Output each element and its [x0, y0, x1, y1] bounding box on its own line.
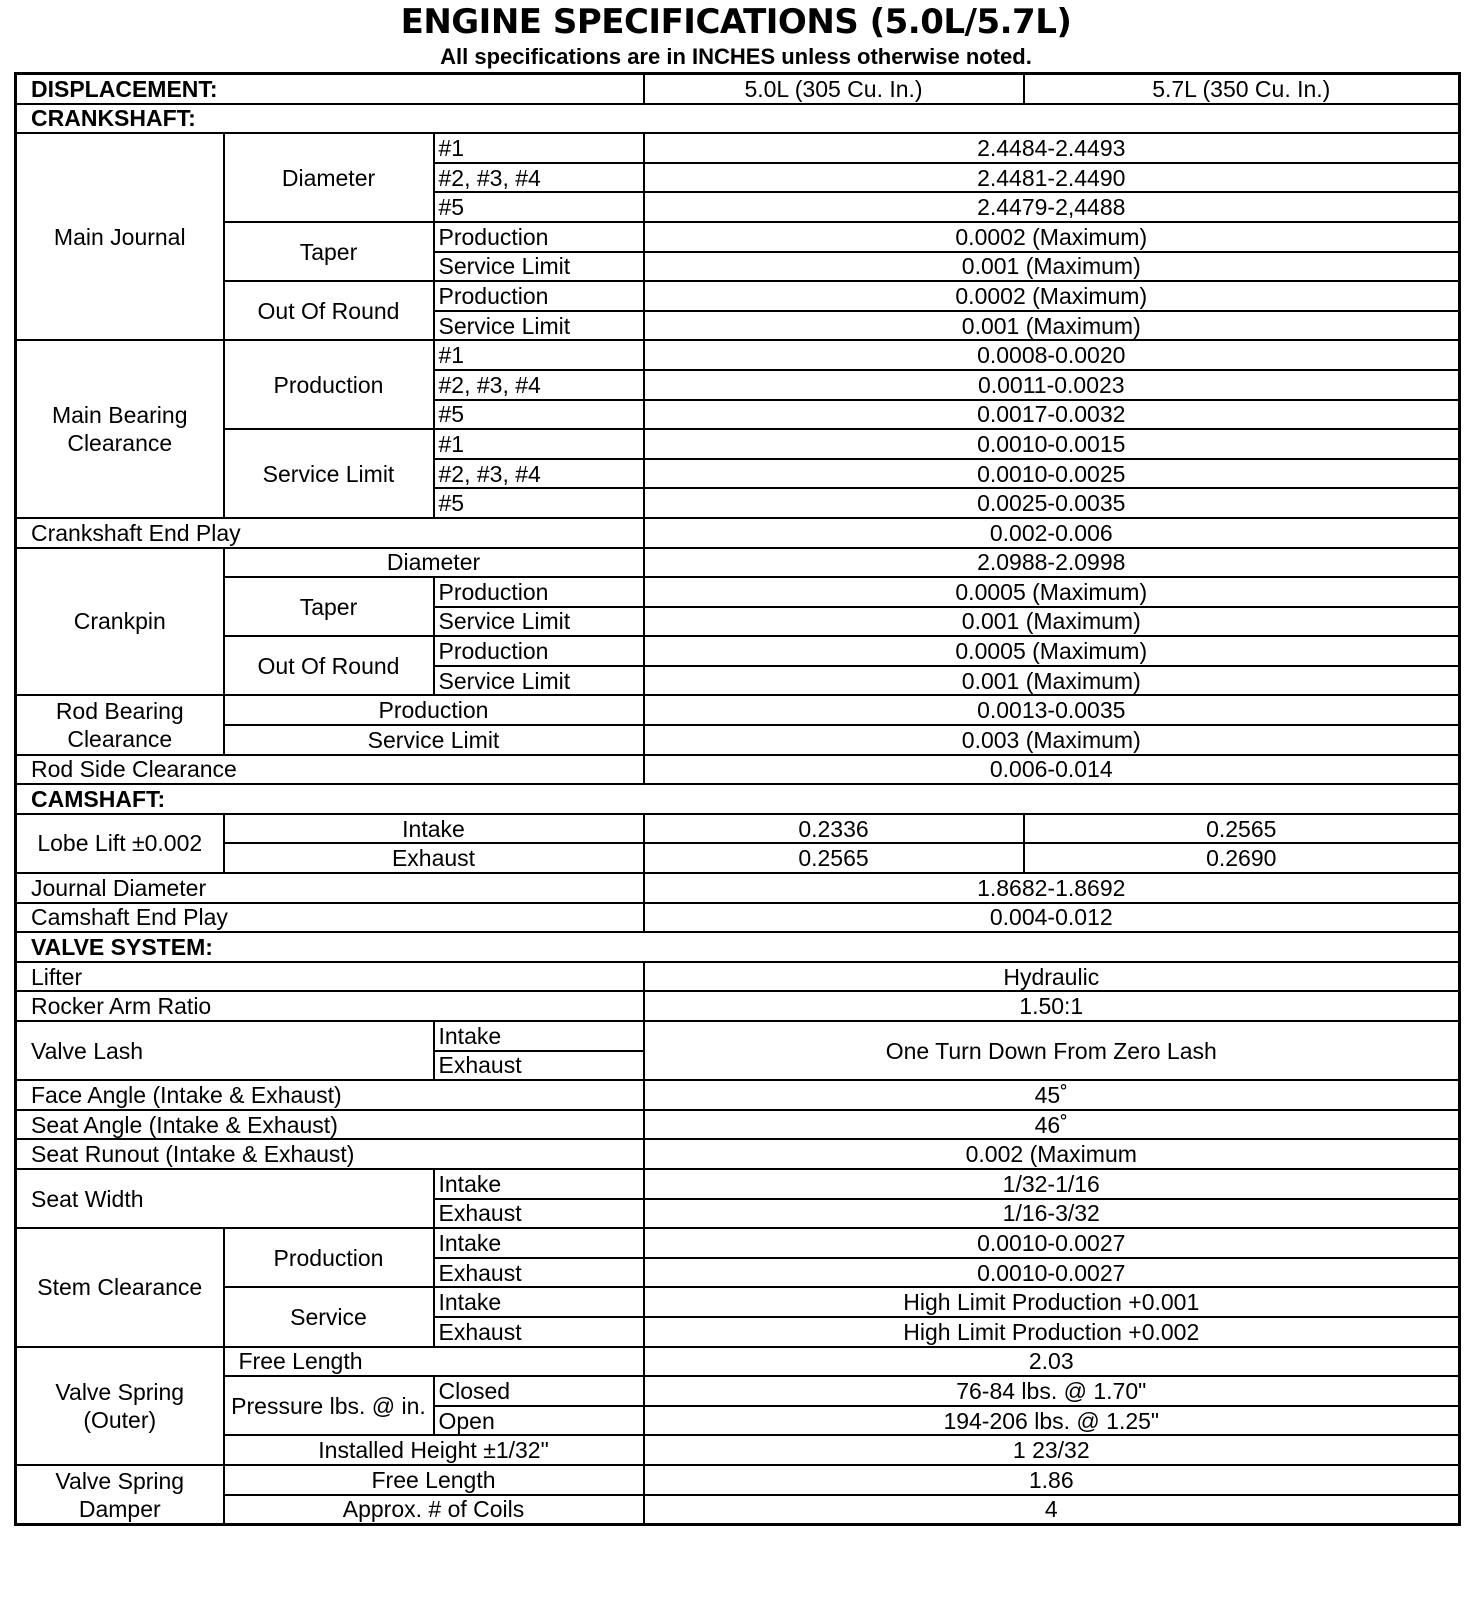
- table-row: [16, 903, 1460, 933]
- sub-label: Intake: [434, 1287, 644, 1317]
- spec-value-57l: 0.2565: [1024, 814, 1460, 844]
- sub-label: Exhaust: [434, 1258, 644, 1288]
- main-journal-label: Main Journal: [16, 133, 224, 340]
- section-valve-system: VALVE SYSTEM:: [16, 932, 1460, 962]
- table-row: [16, 1169, 1460, 1199]
- rocker-arm-ratio-label: Rocker Arm Ratio: [16, 991, 644, 1021]
- spec-value: 0.0002 (Maximum): [644, 281, 1460, 311]
- table-row: [16, 518, 1460, 548]
- valve-lash-label: Valve Lash: [16, 1021, 434, 1080]
- spec-value: Hydraulic: [644, 962, 1460, 992]
- spec-value-50l: 0.2565: [644, 843, 1024, 873]
- spec-value: 2.4479-2,4488: [644, 192, 1460, 222]
- spec-value: 0.0008-0.0020: [644, 340, 1460, 370]
- spec-value: 0.006-0.014: [644, 755, 1460, 785]
- seat-runout-label: Seat Runout (Intake & Exhaust): [16, 1139, 644, 1169]
- crankpin-label: Crankpin: [16, 548, 224, 696]
- spec-value: 2.0988-2.0998: [644, 548, 1460, 578]
- spec-value-57l: 0.2690: [1024, 843, 1460, 873]
- main-bearing-svc-label: Service Limit: [224, 429, 434, 518]
- crankpin-diameter-label: Diameter: [224, 548, 644, 578]
- spec-value: 0.0005 (Maximum): [644, 577, 1460, 607]
- table-row: [16, 577, 1460, 607]
- journal-diameter-label: Journal Diameter: [16, 873, 644, 903]
- table-row: [16, 104, 1460, 134]
- sub-label: Exhaust: [434, 1199, 644, 1229]
- sub-label: Intake: [434, 1021, 644, 1051]
- table-row: [16, 843, 1460, 873]
- face-angle-label: Face Angle (Intake & Exhaust): [16, 1080, 644, 1110]
- sub-label: Approx. # of Coils: [224, 1495, 644, 1525]
- spec-value: 0.001 (Maximum): [644, 252, 1460, 282]
- seat-angle-label: Seat Angle (Intake & Exhaust): [16, 1110, 644, 1140]
- spec-value: 1/16-3/32: [644, 1199, 1460, 1229]
- displacement-50l: 5.0L (305 Cu. In.): [644, 74, 1024, 104]
- table-row: [16, 1465, 1460, 1495]
- spec-value: 0.0017-0.0032: [644, 400, 1460, 430]
- spec-value: 1.86: [644, 1465, 1460, 1495]
- spec-value: 0.0011-0.0023: [644, 370, 1460, 400]
- sub-label: Free Length: [224, 1465, 644, 1495]
- spec-value: 194-206 lbs. @ 1.25": [644, 1406, 1460, 1436]
- spec-value: 4: [644, 1495, 1460, 1525]
- sub-label: Closed: [434, 1376, 644, 1406]
- sub-label: Exhaust: [434, 1317, 644, 1347]
- crankpin-taper-label: Taper: [224, 577, 434, 636]
- table-row: [16, 548, 1460, 578]
- spec-value: 0.0010-0.0025: [644, 459, 1460, 489]
- lobe-lift-label: Lobe Lift ±0.002: [16, 814, 224, 873]
- main-journal-oor-label: Out Of Round: [224, 281, 434, 340]
- table-row: [16, 636, 1460, 666]
- table-row: [16, 1080, 1460, 1110]
- sub-label: Open: [434, 1406, 644, 1436]
- spec-value: 2.4481-2.4490: [644, 163, 1460, 193]
- table-row: [16, 1139, 1460, 1169]
- main-journal-taper-label: Taper: [224, 222, 434, 281]
- displacement-label: DISPLACEMENT:: [16, 74, 644, 104]
- spec-value: 1.50:1: [644, 991, 1460, 1021]
- sub-label: #5: [434, 488, 644, 518]
- valve-spring-damper-label: Valve Spring Damper: [16, 1465, 224, 1525]
- spec-value: 0.0010-0.0027: [644, 1258, 1460, 1288]
- table-row: [16, 962, 1460, 992]
- spec-value: 2.4484-2.4493: [644, 133, 1460, 163]
- main-journal-diameter-label: Diameter: [224, 133, 434, 222]
- section-camshaft: CAMSHAFT:: [16, 784, 1460, 814]
- section-crankshaft: CRANKSHAFT:: [16, 104, 1460, 134]
- table-row: [16, 1110, 1460, 1140]
- table-row: [16, 281, 1460, 311]
- spec-value: High Limit Production +0.002: [644, 1317, 1460, 1347]
- spec-value: 0.0002 (Maximum): [644, 222, 1460, 252]
- stem-prod-label: Production: [224, 1228, 434, 1287]
- spec-value: 1.8682-1.8692: [644, 873, 1460, 903]
- stem-svc-label: Service: [224, 1287, 434, 1346]
- crankpin-oor-label: Out Of Round: [224, 636, 434, 695]
- seat-width-label: Seat Width: [16, 1169, 434, 1228]
- camshaft-end-play-label: Camshaft End Play: [16, 903, 644, 933]
- sub-label: Service Limit: [434, 607, 644, 637]
- table-row: [16, 340, 1460, 370]
- table-row: [16, 725, 1460, 755]
- spec-value: 0.0025-0.0035: [644, 488, 1460, 518]
- spec-value: 0.004-0.012: [644, 903, 1460, 933]
- spec-value-50l: 0.2336: [644, 814, 1024, 844]
- sub-label: #1: [434, 133, 644, 163]
- lifter-label: Lifter: [16, 962, 644, 992]
- main-bearing-prod-label: Production: [224, 340, 434, 429]
- table-row: [16, 873, 1460, 903]
- sub-label: Service Limit: [434, 311, 644, 341]
- table-row: [16, 784, 1460, 814]
- sub-label: Intake: [434, 1228, 644, 1258]
- page-title: ENGINE SPECIFICATIONS (5.0L/5.7L): [400, 2, 1072, 42]
- sub-label: Intake: [434, 1169, 644, 1199]
- sub-label: Exhaust: [224, 843, 644, 873]
- crankshaft-end-play-label: Crankshaft End Play: [16, 518, 644, 548]
- table-row: [16, 222, 1460, 252]
- table-row: [16, 695, 1460, 725]
- table-row: [16, 814, 1460, 844]
- table-row: [16, 1228, 1460, 1258]
- sub-label: #1: [434, 340, 644, 370]
- sub-label: Intake: [224, 814, 644, 844]
- table-row: [16, 1347, 1460, 1377]
- table-row: [16, 1021, 1460, 1051]
- spec-value: 0.002-0.006: [644, 518, 1460, 548]
- spec-value: 76-84 lbs. @ 1.70": [644, 1376, 1460, 1406]
- sub-label: #2, #3, #4: [434, 163, 644, 193]
- spring-pressure-label: Pressure lbs. @ in.: [224, 1376, 434, 1435]
- spec-value: 0.0013-0.0035: [644, 695, 1460, 725]
- spec-value: 1 23/32: [644, 1435, 1460, 1465]
- table-row: [16, 755, 1460, 785]
- table-row: [16, 1376, 1460, 1406]
- sub-label: Production: [434, 281, 644, 311]
- rod-side-clearance-label: Rod Side Clearance: [16, 755, 644, 785]
- spec-value: 0.001 (Maximum): [644, 666, 1460, 696]
- spec-value: 0.0010-0.0015: [644, 429, 1460, 459]
- table-row: [16, 429, 1460, 459]
- spec-value: 0.001 (Maximum): [644, 607, 1460, 637]
- table-row: [16, 1495, 1460, 1525]
- sub-label: Production: [224, 695, 644, 725]
- spec-value: High Limit Production +0.001: [644, 1287, 1460, 1317]
- stem-clearance-label: Stem Clearance: [16, 1228, 224, 1346]
- sub-label: Production: [434, 636, 644, 666]
- sub-label: #5: [434, 192, 644, 222]
- spec-value: 0.0010-0.0027: [644, 1228, 1460, 1258]
- sub-label: Free Length: [224, 1347, 644, 1377]
- spec-value: 0.0005 (Maximum): [644, 636, 1460, 666]
- spec-value: 1/32-1/16: [644, 1169, 1460, 1199]
- spec-value: 45˚: [644, 1080, 1460, 1110]
- main-bearing-label: Main Bearing Clearance: [16, 340, 224, 518]
- sub-label: Production: [434, 222, 644, 252]
- rod-bearing-label: Rod Bearing Clearance: [16, 695, 224, 754]
- page-subtitle: All specifications are in INCHES unless otherwise noted.: [440, 44, 1032, 69]
- table-row: [16, 133, 1460, 163]
- sub-label: Production: [434, 577, 644, 607]
- table-row: [16, 1287, 1460, 1317]
- spec-value: One Turn Down From Zero Lash: [644, 1021, 1460, 1080]
- sub-label: #1: [434, 429, 644, 459]
- spec-value: 46˚: [644, 1110, 1460, 1140]
- sub-label: #5: [434, 400, 644, 430]
- sub-label: Service Limit: [224, 725, 644, 755]
- spec-value: 0.001 (Maximum): [644, 311, 1460, 341]
- spec-value: 0.002 (Maximum: [644, 1139, 1460, 1169]
- table-row: [16, 1435, 1460, 1465]
- spec-value: 2.03: [644, 1347, 1460, 1377]
- sub-label: Exhaust: [434, 1051, 644, 1081]
- valve-spring-label: Valve Spring (Outer): [16, 1347, 224, 1465]
- sub-label: Service Limit: [434, 252, 644, 282]
- sub-label: Service Limit: [434, 666, 644, 696]
- table-row: [16, 74, 1460, 104]
- sub-label: #2, #3, #4: [434, 370, 644, 400]
- sub-label: #2, #3, #4: [434, 459, 644, 489]
- spec-value: 0.003 (Maximum): [644, 725, 1460, 755]
- displacement-57l: 5.7L (350 Cu. In.): [1024, 74, 1460, 104]
- table-row: [16, 991, 1460, 1021]
- sub-label: Installed Height ±1/32": [224, 1435, 644, 1465]
- engine-spec-table: [14, 72, 1461, 1526]
- table-row: [16, 932, 1460, 962]
